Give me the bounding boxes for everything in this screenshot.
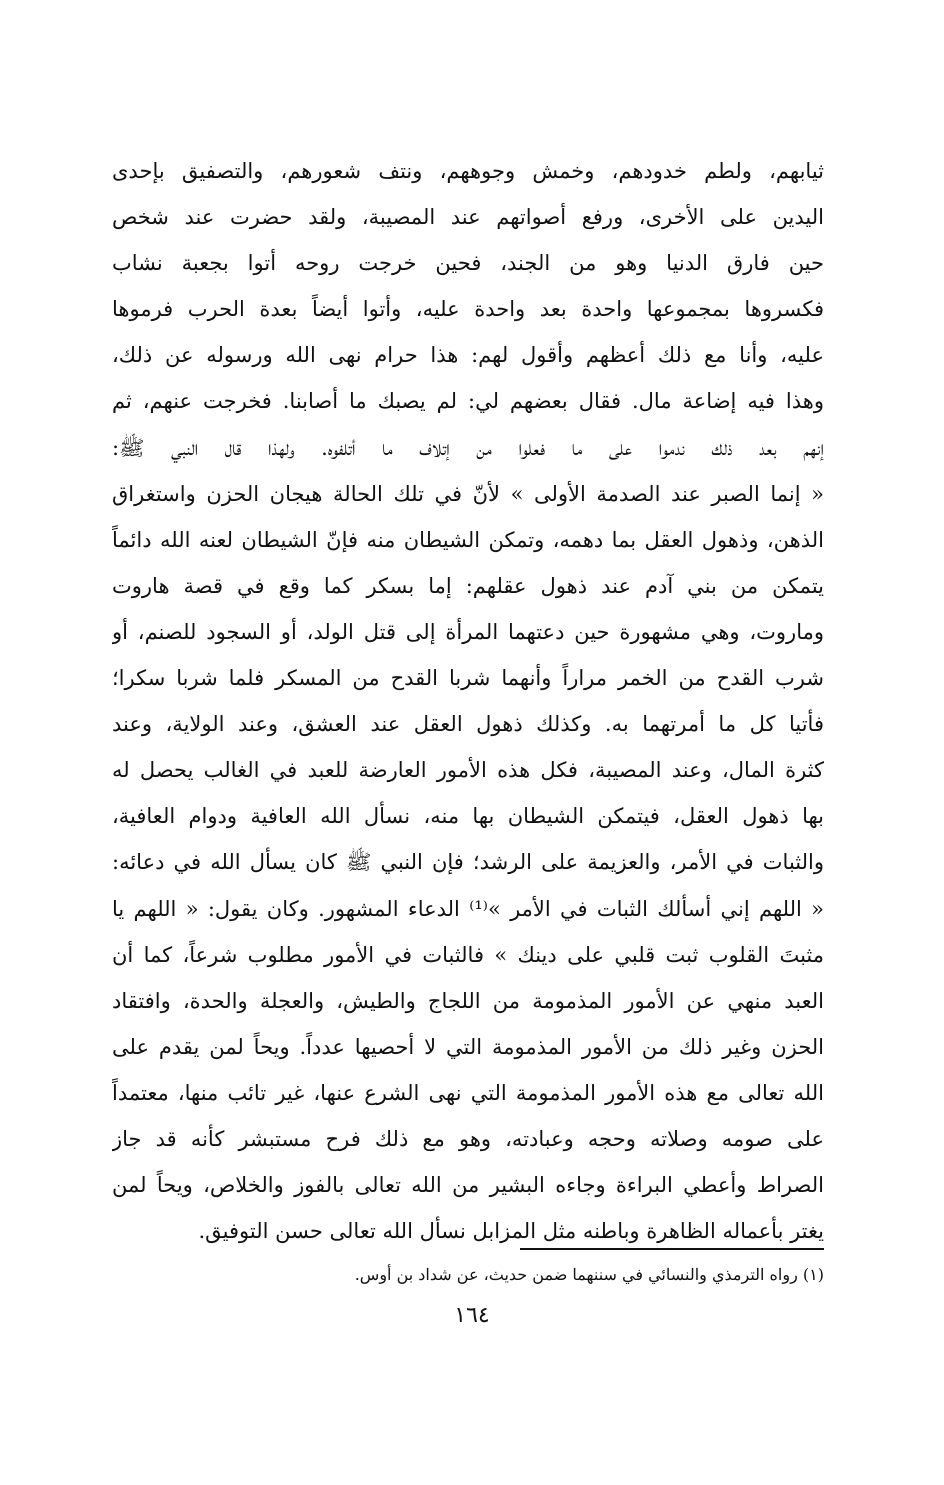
text-line: الحزن وغير ذلك من الأمور المذمومة التي لا أحصيها عدداً. ويحاً لمن يقدم على [112, 1034, 824, 1059]
text-line: على صومه وصلاته وحجه وعبادته، وهو مع ذلك فرح مستبشر كأنه قد جاز [112, 1126, 824, 1151]
text-line: عليه، وأنا مع ذلك أعظهم وأقول لهم: هذا حرام نهى الله ورسوله عن ذلك، [112, 343, 824, 368]
main-text [112, 148, 824, 1254]
text-line: يغتر بأعماله الظاهرة وباطنه مثل المزابل نسأل الله تعالى حسن التوفيق. [198, 1219, 824, 1244]
text-line: مثبتَ القلوب ثبت قلبي على دينك » فالثبات في الأمور مطلوب شرعاً، كما أن [112, 942, 824, 967]
page-number: ١٦٤ [454, 1303, 490, 1328]
footnote-divider [520, 1248, 824, 1250]
text-line: الصراط وأعطي البراءة وجاءه البشير من الله تعالى بالفوز والخلاص، ويحاً لمن [112, 1173, 824, 1198]
text-line: والثبات في الأمر، والعزيمة على الرشد؛ فإن النبي ﷺ كان يسأل الله في دعائه: [112, 850, 824, 875]
text-line: العبد منهي عن الأمور المذمومة من اللجاج والطيش، والعجلة والحدة، وافتقاد [112, 988, 824, 1013]
text-line: فأتيا كل ما أمرتهما به. وكذلك ذهول العقل عند العشق، وعند الولاية، وعند [112, 712, 824, 737]
text-line: ثيابهم، ولطم خدودهم، وخمش وجوههم، ونتف شعورهم، والتصفيق بإحدى [112, 159, 824, 183]
text-line: الله تعالى مع هذه الأمور المذمومة التي نهى الشرع عنها، غير تائب منها، معتمداً [112, 1080, 824, 1105]
text-line: وماروت، وهي مشهورة حين دعتهما المرأة إلى قتل الولد، أو السجود للصنم، أو [112, 619, 824, 644]
text-line: بها ذهول العقل، فيتمكن الشيطان بها منه، نسأل الله العافية ودوام العافية، [112, 804, 824, 829]
text-line: وهذا فيه إضاعة مال. فقال بعضهم لي: لم يصبك ما أصابنا. فخرجت عنهم، ثم [112, 389, 824, 414]
text-line: إنهم بعد ذلك ندموا على ما فعلوا من إتلاف ما أتلفوه. ولهذا قال النبي ﷺ: [112, 435, 824, 460]
text-line: شرب القدح من الخمر مراراً وأنهما شربا القدح من المسكر فلما شربا سكرا؛ [112, 666, 824, 691]
text-line: حين فارق الدنيا وهو من الجند، فحين خرجت روحه أتوا بجعبة نشاب [112, 251, 824, 276]
text-line: فكسروها بمجموعها واحدة بعد واحدة عليه، وأتوا أيضاً بعدة الحرب فرموها [112, 297, 824, 322]
text-line: الذهن، وذهول العقل بما دهمه، وتمكن الشيطان منه فإنّ الشيطان لعنه الله دائماً [112, 527, 824, 552]
text-line: كثرة المال، وعند المصيبة، فكل هذه الأمور العارضة للعبد في الغالب يحصل له [112, 758, 824, 783]
text-line: « اللهم إني أسألك الثبات في الأمر »⁽¹⁾ الدعاء المشهور. وكان يقول: « اللهم يا [112, 896, 824, 921]
footnote: (١) رواه الترمذي والنسائي في سننهما ضمن حديث، عن شداد بن أوس. [354, 1265, 824, 1284]
text-line: يتمكن من بني آدم عند ذهول عقلهم: إما بسكر كما وقع في قصة هاروت [112, 573, 824, 598]
text-line: « إنما الصبر عند الصدمة الأولى » لأنّ في تلك الحالة هيجان الحزن واستغراق [112, 481, 824, 506]
text-line: اليدين على الأخرى، ورفع أصواتهم عند المصيبة، ولقد حضرت عند شخص [112, 205, 824, 230]
